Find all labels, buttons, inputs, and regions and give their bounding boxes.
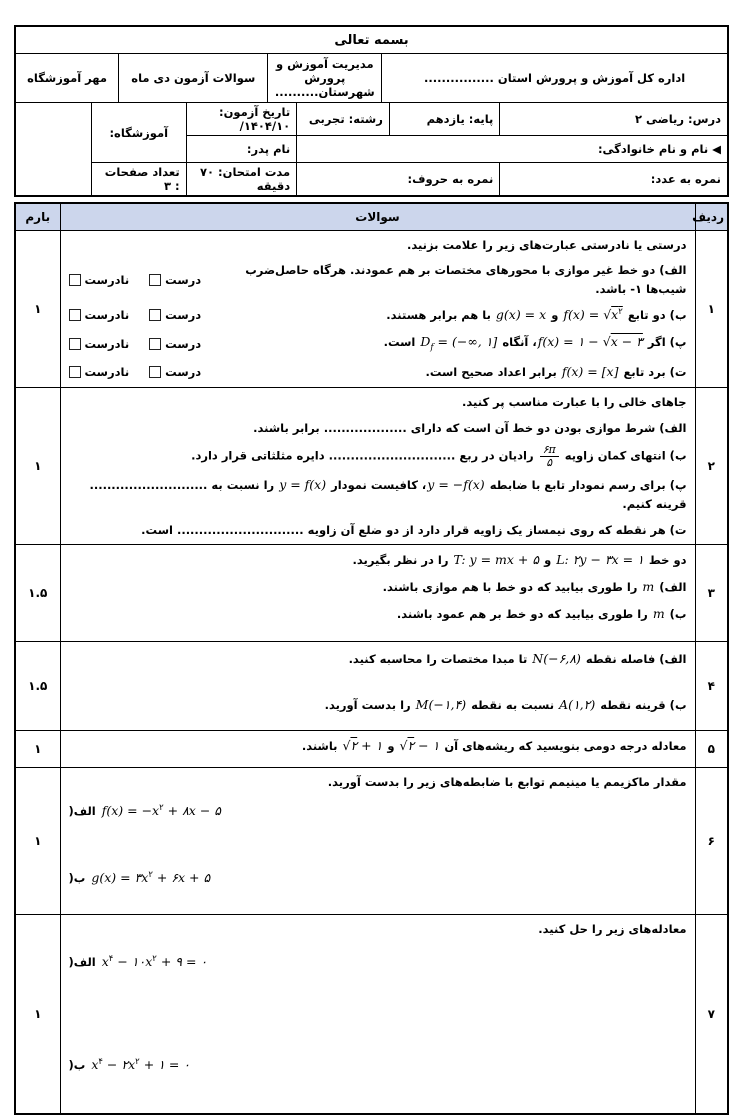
question-2-marks: ۱ bbox=[15, 388, 60, 545]
question-1-cell bbox=[60, 231, 695, 388]
question-3-item-a: الف) m را طوری بیابید که دو خط با هم موازی باشند. bbox=[382, 578, 687, 594]
question-row-3 bbox=[15, 544, 728, 641]
statement-text: الف) دو خط غیر موازی با محورهای مختصات بر هم عمودند. هرگاه حاصل‌ضرب شیب‌ها ۱- باشد. bbox=[245, 263, 687, 296]
false-checkbox[interactable] bbox=[69, 309, 81, 321]
question-5-cell bbox=[60, 730, 695, 767]
questions-table-header bbox=[15, 203, 728, 231]
question-1-item-a bbox=[69, 261, 687, 298]
question-2-item-d: ت) هر نقطه که روی نیمساز یک زاویه قرار دارد از دو ضلع آن زاویه ............................. است. bbox=[141, 522, 687, 537]
false-label: نادرست bbox=[84, 272, 130, 287]
column-header-questions: سوالات bbox=[60, 203, 695, 231]
question-2-item-c: پ) برای رسم نمودار تابع با ضابطه y = −f(x)، کافیست نمودار y = f(x) را نسبت به ........................... قرینه کنیم. bbox=[89, 477, 687, 512]
question-2-cell bbox=[60, 388, 695, 545]
exam-date-label: تاریخ آزمون: ۱۴۰۴/۱۰/ bbox=[186, 103, 297, 136]
question-3-marks: ۱.۵ bbox=[15, 544, 60, 641]
true-label: درست bbox=[165, 272, 202, 287]
question-row-7 bbox=[15, 914, 728, 1114]
part-label: الف( bbox=[68, 803, 96, 818]
question-row-2 bbox=[15, 388, 728, 545]
false-label: نادرست bbox=[84, 336, 130, 351]
question-row-6 bbox=[15, 767, 728, 914]
exam-month-label: سوالات آزمون دی ماه bbox=[119, 54, 268, 102]
false-label: نادرست bbox=[84, 307, 130, 322]
part-label: الف( bbox=[68, 954, 96, 969]
school-name-field[interactable]: آموزشگاه: bbox=[91, 103, 186, 163]
question-5-number: ۵ bbox=[695, 730, 728, 767]
false-checkbox[interactable] bbox=[69, 274, 81, 286]
question-3-title: دو خط L: ۲y − ۳x = ۱ و T: y = mx + ۵ را در نظر بگیرید. bbox=[352, 551, 687, 567]
question-3-number: ۳ bbox=[695, 544, 728, 641]
question-6-part-b bbox=[69, 870, 687, 885]
school-stamp-label: مهر آموزشگاه bbox=[16, 54, 119, 102]
question-2-item-a: الف) شرط موازی بودن دو خط آن است که دارای ................... برابر باشند. bbox=[253, 420, 687, 435]
question-4-item-a: الف) فاصله نقطه N(−۶,۸) تا مبدا مختصات را محاسبه کنید. bbox=[348, 650, 687, 666]
basmala-text: بسمه تعالی bbox=[15, 26, 728, 54]
true-checkbox[interactable] bbox=[149, 338, 161, 350]
question-row-5 bbox=[15, 730, 728, 767]
false-checkbox[interactable] bbox=[69, 366, 81, 378]
question-7-cell bbox=[60, 914, 695, 1114]
score-words-field[interactable]: نمره به حروف: bbox=[297, 163, 500, 197]
question-1-item-b bbox=[69, 305, 687, 325]
question-5-title: معادله درجه دومی بنویسید که ریشه‌های آن √۲ − ۱ و √۲ + ۱ باشند. bbox=[301, 737, 687, 753]
question-1-number: ۱ bbox=[695, 231, 728, 388]
truefalse-group bbox=[69, 363, 202, 381]
header-table bbox=[14, 25, 729, 197]
true-label: درست bbox=[165, 307, 202, 322]
question-3-item-b: ب) m را طوری بیابید که دو خط بر هم عمود باشند. bbox=[396, 605, 687, 621]
true-checkbox[interactable] bbox=[149, 309, 161, 321]
student-name-field[interactable]: ◀ نام و نام خانوادگی: bbox=[297, 136, 728, 163]
question-1-item-c bbox=[69, 332, 687, 355]
question-1-marks: ۱ bbox=[15, 231, 60, 388]
father-name-field[interactable]: نام پدر: bbox=[186, 136, 297, 163]
statement-text: پ) اگر f(x) = ۱ − √x − ۳، آنگاه $D_f$ = (−∞, ۱] است. bbox=[383, 334, 687, 353]
duration-label: مدت امتحان: ۷۰ دقیقه bbox=[186, 163, 297, 197]
false-label: نادرست bbox=[84, 365, 130, 380]
part-label: ب( bbox=[68, 1058, 86, 1073]
question-row-4 bbox=[15, 641, 728, 730]
true-label: درست bbox=[165, 365, 202, 380]
grade-label: پایه: یازدهم bbox=[389, 103, 500, 136]
question-row-1 bbox=[15, 231, 728, 388]
stamp-area bbox=[15, 103, 91, 197]
score-numeric-field[interactable]: نمره به عدد: bbox=[500, 163, 728, 197]
truefalse-group bbox=[69, 306, 202, 324]
column-header-marks: بارم bbox=[15, 203, 60, 231]
true-checkbox[interactable] bbox=[149, 366, 161, 378]
question-1-title: درستی یا نادرستی عبارت‌های زیر را علامت بزنید. bbox=[406, 238, 687, 252]
question-6-number: ۶ bbox=[695, 767, 728, 914]
statement-text: ت) برد تابع f(x) = [x] برابر اعداد صحیح است. bbox=[425, 364, 687, 380]
true-checkbox[interactable] bbox=[149, 274, 161, 286]
question-7-part-a bbox=[69, 954, 687, 969]
question-2-number: ۲ bbox=[695, 388, 728, 545]
question-6-title: مقدار ماکزیمم یا مینیمم توابع با ضابطه‌های زیر را بدست آورید. bbox=[327, 774, 687, 789]
question-7-title: معادله‌های زیر را حل کنید. bbox=[538, 921, 687, 936]
question-7-marks: ۱ bbox=[15, 914, 60, 1114]
truefalse-group bbox=[69, 271, 202, 289]
column-header-row: ردیف bbox=[695, 203, 728, 231]
question-2-item-b: ب) انتهای کمان زاویه $\frac{۶\pi}{۵}$ رادیان در ربع ............................. دایره مثلثاتی قرار دارد. bbox=[191, 443, 687, 469]
part-label: ب( bbox=[68, 871, 86, 886]
district-office-label: مدیریت آموزش و پرورش شهرستان.......... bbox=[268, 54, 382, 102]
question-3-cell bbox=[60, 544, 695, 641]
pages-count-label: تعداد صفحات : ۳ bbox=[91, 163, 186, 197]
question-4-item-b: ب) قرینه نقطه A(۱,۲) نسبت به نقطه M(−۱,۴) را بدست آورید. bbox=[324, 696, 687, 712]
question-4-cell bbox=[60, 641, 695, 730]
truefalse-group bbox=[69, 335, 202, 353]
question-6-marks: ۱ bbox=[15, 767, 60, 914]
province-office-label: اداره کل آموزش و پرورش استان ................ bbox=[424, 71, 686, 85]
statement-text: ب) دو تابع $f(x) = √x^۲$ و g(x) = x با هم برابر هستند. bbox=[386, 307, 687, 323]
question-7-part-b bbox=[69, 1057, 687, 1072]
question-6-cell bbox=[60, 767, 695, 914]
false-checkbox[interactable] bbox=[69, 338, 81, 350]
part-formula: $g(x) = ۳x^۲$ + ۶x + ۵ bbox=[91, 870, 211, 886]
true-label: درست bbox=[165, 336, 202, 351]
header-row-organizations bbox=[16, 54, 727, 102]
question-4-number: ۴ bbox=[695, 641, 728, 730]
questions-table bbox=[14, 202, 729, 1115]
question-5-marks: ۱ bbox=[15, 730, 60, 767]
part-formula: $x^۴$ − $۲x^۲$ + ۱ = ۰ bbox=[91, 1057, 190, 1073]
question-7-number: ۷ bbox=[695, 914, 728, 1114]
question-6-part-a bbox=[69, 803, 687, 818]
part-formula: $x^۴$ − $۱۰x^۲$ + ۹ = ۰ bbox=[101, 954, 208, 970]
course-label: درس: ریاضی ۲ bbox=[500, 103, 728, 136]
question-1-item-d bbox=[69, 362, 687, 382]
question-4-marks: ۱.۵ bbox=[15, 641, 60, 730]
major-label: رشته: تجربی bbox=[297, 103, 390, 136]
question-2-title: جاهای خالی را با عبارت مناسب پر کنید. bbox=[462, 395, 687, 410]
part-formula: $f(x) = -x^۲$ + ۸x − ۵ bbox=[101, 803, 221, 819]
